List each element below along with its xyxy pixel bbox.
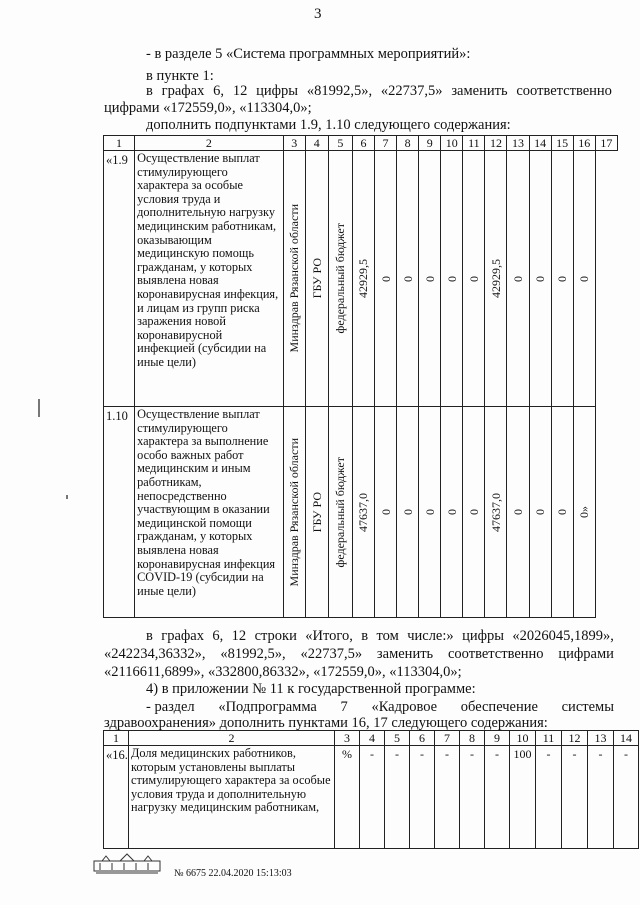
funding-source-cell: [328, 151, 352, 407]
value-cell: [485, 151, 507, 407]
value: 47637,0: [356, 492, 371, 532]
word: 12: [232, 83, 248, 99]
value-cell: [507, 151, 529, 407]
subprogram-line2: здравоохранения» дополнить пунктами 16, 17 следующего содержания:: [104, 715, 548, 731]
word: - раздел: [146, 699, 195, 715]
word: в: [361, 628, 369, 644]
value: 0: [466, 275, 481, 282]
column-header: 6: [410, 731, 435, 746]
participant-cell: [305, 407, 328, 618]
participant: ГБУ РО: [309, 258, 324, 299]
add-subitems-text: дополнить подпунктами 1.9, 1.10 следующего содержания:: [146, 117, 511, 133]
value: 0: [511, 275, 526, 282]
column-header: 11: [463, 136, 485, 151]
value-cell: -: [460, 746, 485, 849]
word: цифры: [256, 83, 299, 99]
column-header: 10: [441, 136, 463, 151]
value-cell: -: [588, 746, 614, 849]
column-header: 11: [536, 731, 562, 746]
funding-source-cell: [328, 407, 352, 618]
value-cell: [573, 151, 595, 407]
value: 0: [422, 275, 437, 282]
value: 0: [400, 509, 415, 515]
executor-cell: [283, 407, 305, 618]
value-cell: 100: [510, 746, 536, 849]
value-cell: [352, 151, 374, 407]
word: «Кадровое: [371, 699, 438, 715]
value-cell: -: [410, 746, 435, 849]
word: 7: [340, 699, 348, 715]
column-header: 15: [551, 136, 573, 151]
value: 0: [555, 509, 570, 515]
word: обеспечение: [460, 699, 538, 715]
value-cell: -: [435, 746, 460, 849]
row-description: Доля медицинских работников, которым установлены выплаты стимулирующего характера за особые условия труда и дополнительную нагрузку медицинским работникам,: [129, 746, 335, 849]
word: «22737,5»: [300, 646, 363, 662]
column-header: 5: [328, 136, 352, 151]
value: 0: [444, 509, 459, 515]
value-cell: [463, 151, 485, 407]
value: 42929,5: [356, 259, 371, 298]
column-header: 17: [595, 136, 617, 151]
column-header: 1: [104, 136, 135, 151]
scan-mark: [66, 495, 68, 499]
executor-cell: [283, 151, 305, 407]
word: «22737,5»: [380, 83, 443, 99]
value-cell: [551, 151, 573, 407]
column-header: 4: [305, 136, 328, 151]
column-header: 12: [562, 731, 588, 746]
unit-cell: %: [335, 746, 360, 849]
word: графах: [161, 83, 205, 99]
value: 0: [533, 275, 548, 282]
value-cell: [573, 407, 595, 618]
value: 0»: [577, 506, 592, 518]
value-cell: -: [385, 746, 410, 849]
column-header: 12: [485, 136, 507, 151]
column-header: 6: [352, 136, 374, 151]
value-cell: -: [485, 746, 510, 849]
value: 42929,5: [488, 259, 503, 298]
value-cell: [397, 407, 419, 618]
word: «2026045,1899»,: [512, 628, 614, 644]
row-description: Осуществление выплат стимулирующего характера за выполнение особо важных работ медицинским и иным работникам, непосредственно участвующим в оказании медицинской помощи гражданам, у которых выявлена новая коронавирусная инфекция COVID-19 (субсидии на иные цели): [135, 407, 284, 618]
word: «81992,5»,: [306, 83, 373, 99]
column-header: 7: [375, 136, 397, 151]
participant: ГБУ РО: [309, 491, 324, 533]
value: 0: [555, 275, 570, 282]
value-cell: [529, 151, 551, 407]
value: 0: [577, 275, 592, 282]
column-header: 16: [573, 136, 595, 151]
value-cell: [441, 151, 463, 407]
word: заменить: [376, 646, 434, 662]
value: 0: [400, 275, 415, 282]
column-header: 3: [335, 731, 360, 746]
word: цифрами: [558, 646, 614, 662]
column-header: 4: [360, 731, 385, 746]
stamp-logo: [92, 853, 162, 875]
page-number: 3: [314, 6, 322, 22]
column-header: 1: [104, 731, 129, 746]
document-id: № 6675 22.04.2020 15:13:03: [174, 868, 292, 879]
column-header: 14: [614, 731, 639, 746]
executor: Минздрав Рязанской области: [287, 437, 302, 587]
measures-table: [103, 135, 618, 618]
word: «242234,36332»,: [104, 646, 206, 662]
itogo-line1: [146, 628, 614, 645]
word: в: [146, 628, 153, 644]
word: «Подпрограмма: [218, 699, 317, 715]
column-header: 2: [135, 136, 284, 151]
word: заменить: [451, 83, 508, 99]
word: том: [376, 628, 399, 644]
word: соответственно: [516, 83, 612, 99]
row-number: «16.: [104, 746, 129, 849]
value-cell: [463, 407, 485, 618]
word: строки: [254, 628, 297, 644]
itogo-line3: «2116611,6899», «332800,86332», «172559,0», «113304,0»;: [104, 664, 462, 680]
word: цифры: [462, 628, 504, 644]
column-header: 7: [435, 731, 460, 746]
value-cell: [551, 407, 573, 618]
value-cell: -: [536, 746, 562, 849]
scan-mark: [38, 399, 40, 417]
row-number: «1.9: [104, 151, 135, 407]
appendix-text: 4) в приложении № 11 к государственной программе:: [146, 681, 476, 697]
value-cell: [529, 407, 551, 618]
value: 0: [466, 509, 481, 515]
value-cell: -: [614, 746, 639, 849]
value: 47637,0: [488, 492, 503, 532]
value: 0: [378, 509, 393, 515]
column-header: 13: [507, 136, 529, 151]
value-cell: [375, 407, 397, 618]
word: в: [146, 83, 153, 99]
column-header: 8: [397, 136, 419, 151]
value-cell: [397, 151, 419, 407]
itogo-line2: [104, 646, 614, 663]
executor: Минздрав Рязанской области: [287, 204, 302, 353]
word: «Итого,: [305, 628, 353, 644]
word: соответственно: [448, 646, 544, 662]
word: 6,: [212, 628, 224, 644]
value: 0: [378, 275, 393, 282]
column-header: 10: [510, 731, 536, 746]
value-cell: -: [562, 746, 588, 849]
funding-source: федеральный бюджет: [333, 456, 348, 568]
word: 12: [231, 628, 247, 644]
value: 0: [444, 275, 459, 282]
row-description: Осуществление выплат стимулирующего характера за особые условия труда и дополнительную нагрузку медицинским работникам, оказывающим медицинскую помощь гражданам, у которых выявлена новая коронавирусная инфекция, и лицам из групп риска заражения новой коронавирусной инфекцией (субсидии на иные цели): [135, 151, 284, 407]
value-cell: [419, 407, 441, 618]
value-cell: [441, 407, 463, 618]
word: графах: [161, 628, 204, 644]
value: 0: [422, 509, 437, 515]
column-header: 13: [588, 731, 614, 746]
word: «81992,5»,: [220, 646, 286, 662]
value: 0: [533, 509, 548, 515]
value-cell: [352, 407, 374, 618]
word: числе:»: [407, 628, 454, 644]
item1-text: в пункте 1:: [146, 68, 214, 84]
subprogram-line1: [146, 699, 614, 716]
row-number: 1.10: [104, 407, 135, 618]
word: системы: [561, 699, 614, 715]
value-cell: [375, 151, 397, 407]
column-header: 9: [485, 731, 510, 746]
funding-source: федеральный бюджет: [333, 223, 348, 334]
column-header: 2: [129, 731, 335, 746]
table-header-row: [104, 136, 618, 151]
column-header: 5: [385, 731, 410, 746]
table2-row: [104, 746, 639, 849]
graphs-line2: цифрами «172559,0», «113304,0»;: [104, 100, 312, 116]
value: 0: [511, 509, 526, 515]
section5-text: - в разделе 5 «Система программных мероприятий»:: [146, 46, 471, 62]
indicators-table: [103, 730, 639, 849]
value-cell: [419, 151, 441, 407]
column-header: 14: [529, 136, 551, 151]
column-header: 8: [460, 731, 485, 746]
column-header: 3: [283, 136, 305, 151]
participant-cell: [305, 151, 328, 407]
word: 6,: [213, 83, 225, 99]
table-row: [104, 151, 618, 407]
column-header: 9: [419, 136, 441, 151]
graphs-line1: [146, 83, 612, 100]
table2-header-row: [104, 731, 639, 746]
value-cell: [507, 407, 529, 618]
value-cell: -: [360, 746, 385, 849]
table-row: [104, 407, 618, 618]
value-cell: [485, 407, 507, 618]
